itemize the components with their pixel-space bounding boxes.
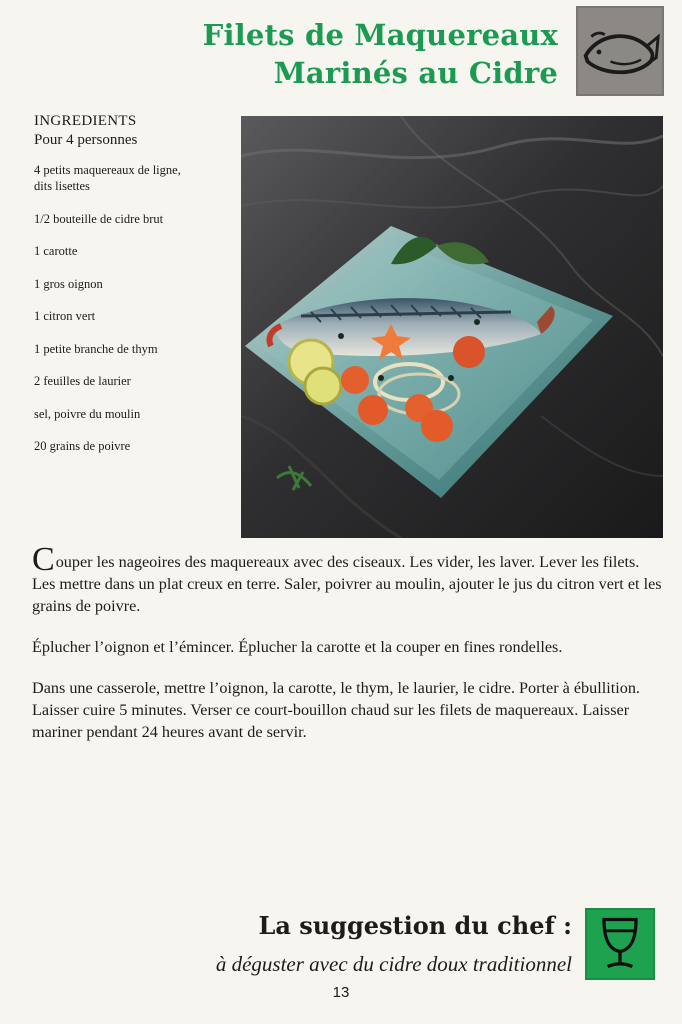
ingredients-section [34, 112, 234, 471]
ingredient-item: 1 carotte [34, 244, 78, 258]
ingredient-item: 2 feuilles de laurier [34, 374, 131, 388]
instruction-text: ouper les nageoires des maquereaux avec des ciseaux. Les vider, les laver. Lever les filets. Les mettre dans un plat creux en terre. Saler, poivrer au moulin, ajouter le jus du citron vert et les grains de poivre. [32, 553, 662, 615]
ingredient-item: 1/2 bouteille de cidre brut [34, 211, 164, 226]
wine-glass-icon [585, 908, 655, 980]
fish-icon [576, 6, 664, 96]
instructions-section [32, 541, 664, 762]
ingredient-item: 20 grains de poivre [34, 439, 131, 453]
recipe-title-line2: Marinés au Cidre [273, 56, 558, 90]
recipe-title-line1: Filets de Maquereaux [202, 18, 558, 52]
instruction-paragraph [32, 541, 664, 617]
instruction-paragraph: Dans une casserole, mettre l’oignon, la carotte, le thym, le laurier, le cidre. Porter à ébullition. Laisser cuire 5 minutes. Verser ce court-bouillon chaud sur les filets de maquereaux. Laisser mariner pendant 24 heures avant de servir. [32, 679, 640, 741]
ingredient-item: 1 gros oignon [34, 276, 103, 291]
drop-cap: C [32, 541, 55, 578]
ingredients-heading: INGREDIENTS [34, 113, 137, 129]
servings-text: Pour 4 personnes [34, 132, 138, 148]
dish-photo [241, 116, 663, 538]
ingredient-item: 1 petite branche de thym [34, 341, 158, 356]
instruction-paragraph: Éplucher l’oignon et l’émincer. Éplucher la carotte et la couper en fines rondelles. [32, 638, 563, 656]
recipe-title [60, 16, 558, 92]
page-number: 13 [332, 984, 350, 1001]
chef-suggestion-title: La suggestion du chef : [258, 911, 572, 940]
ingredient-item: 1 citron vert [34, 309, 96, 323]
ingredient-list [34, 162, 234, 454]
chef-suggestion-text: à déguster avec du cidre doux traditionnel [215, 952, 572, 976]
ingredient-item: sel, poivre du moulin [34, 406, 141, 421]
ingredient-item: 4 petits maquereaux de ligne, dits lisettes [34, 163, 181, 193]
